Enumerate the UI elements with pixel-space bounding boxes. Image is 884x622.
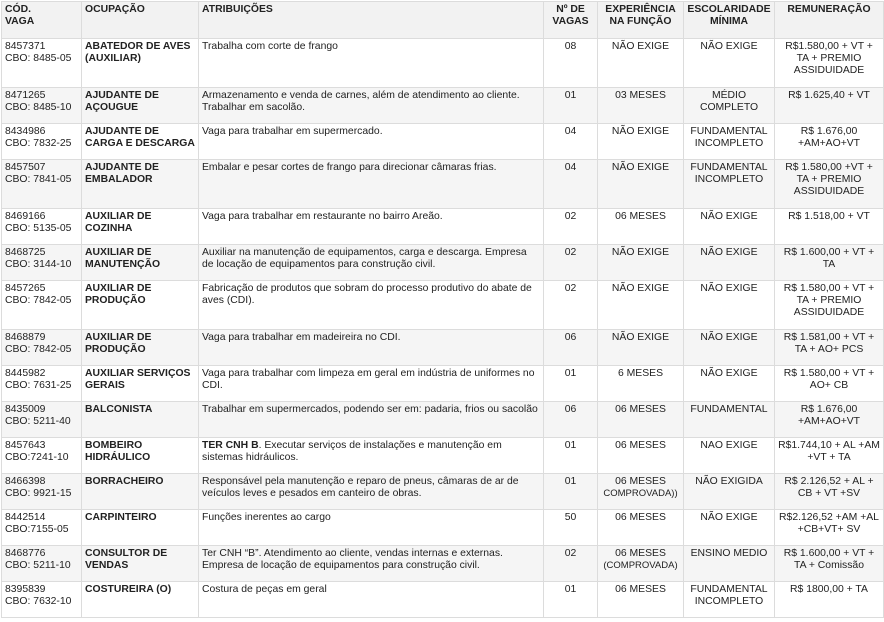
vacancy-code: 8469166: [5, 211, 46, 222]
occupation: BOMBEIRO HIDRÁULICO: [82, 438, 199, 474]
table-row: [2, 88, 884, 124]
duties: [199, 402, 544, 438]
pay: R$ 1.625,40 + VT: [775, 88, 884, 124]
pay: R$2.126,52 +AM +AL +CB+VT+ SV: [775, 510, 884, 546]
duties-text: . Executar serviços de instalações e manutenção em sistemas hidráulicos.: [202, 440, 502, 463]
education: ENSINO MEDIO: [684, 546, 775, 582]
experience-value: 06 MESES: [615, 476, 666, 487]
duties-text: Vaga para trabalhar em madeireira no CDI.: [202, 332, 401, 343]
occupation: COSTUREIRA (O): [82, 582, 199, 618]
experience: [598, 245, 684, 281]
vacancy-code-cell: [2, 582, 82, 618]
experience-value: 06 MESES: [615, 404, 666, 415]
vacancy-code: 8395839: [5, 584, 46, 595]
duties: [199, 124, 544, 160]
table-header-row: [2, 2, 884, 39]
vacancy-code-cell: [2, 510, 82, 546]
cbo-code: CBO: 9921-15: [5, 488, 72, 499]
experience-value: NÃO EXIGE: [611, 41, 670, 52]
experience: [598, 402, 684, 438]
cbo-code: CBO: 7832-25: [5, 138, 72, 149]
vacancy-code-cell: [2, 330, 82, 366]
occupation: AUXILIAR DE COZINHA: [82, 209, 199, 245]
cbo-code: CBO: 7842-05: [5, 295, 72, 306]
pay: R$ 1.580,00 + VT + AO+ CB: [775, 366, 884, 402]
table-row: [2, 366, 884, 402]
experience-value: 06 MESES: [615, 211, 666, 222]
duties-text: Vaga para trabalhar com limpeza em geral em indústria de uniformes no CDI.: [202, 368, 535, 391]
cbo-code: CBO: 8485-05: [5, 53, 72, 64]
vacancy-code-cell: [2, 209, 82, 245]
experience: [598, 474, 684, 510]
table-row: [2, 438, 884, 474]
vacancy-code: 8445982: [5, 368, 46, 379]
experience-value: 03 MESES: [615, 90, 666, 101]
experience-value: NÃO EXIGE: [611, 162, 670, 173]
duties: [199, 245, 544, 281]
duties-text: Costura de peças em geral: [202, 584, 327, 595]
duties: [199, 39, 544, 88]
table-row: [2, 474, 884, 510]
duties: [199, 510, 544, 546]
header-vacancies: Nº DE VAGAS: [544, 2, 598, 39]
experience: [598, 366, 684, 402]
cbo-code: CBO: 8485-10: [5, 102, 72, 113]
experience-value: NÃO EXIGE: [611, 332, 670, 343]
vacancies-count: 04: [544, 160, 598, 209]
cbo-code: CBO: 3144-10: [5, 259, 72, 270]
experience: [598, 281, 684, 330]
experience-value: 6 MESES: [617, 368, 664, 379]
table-row: [2, 546, 884, 582]
occupation: BORRACHEIRO: [82, 474, 199, 510]
cbo-code: CBO: 7842-05: [5, 344, 72, 355]
experience: [598, 546, 684, 582]
duties: [199, 438, 544, 474]
experience-note: (COMPROVADA): [603, 560, 678, 571]
vacancies-table: [1, 1, 884, 618]
pay: R$ 1.580,00 +VT + TA + PREMIO ASSIDUIDADE: [775, 160, 884, 209]
cbo-code: CBO: 7631-25: [5, 380, 72, 391]
vacancies-count: 06: [544, 330, 598, 366]
occupation: AJUDANTE DE AÇOUGUE: [82, 88, 199, 124]
education: NÃO EXIGE: [684, 330, 775, 366]
experience: [598, 438, 684, 474]
header-experience: EXPERIÊNCIA NA FUNÇÃO: [598, 2, 684, 39]
education: NÃO EXIGE: [684, 366, 775, 402]
experience-value: NÃO EXIGE: [611, 247, 670, 258]
experience: [598, 510, 684, 546]
education: NÃO EXIGE: [684, 510, 775, 546]
pay: R$ 1800,00 + TA: [775, 582, 884, 618]
experience-note: COMPROVADA)): [603, 488, 678, 499]
duties: [199, 582, 544, 618]
vacancy-code: 8471265: [5, 90, 46, 101]
duties: [199, 88, 544, 124]
duties: [199, 546, 544, 582]
vacancy-code-cell: [2, 438, 82, 474]
occupation: ABATEDOR DE AVES (AUXILIAR): [82, 39, 199, 88]
table-row: [2, 209, 884, 245]
experience-value: NÃO EXIGE: [611, 283, 670, 294]
header-code: CÓD. VAGA: [2, 2, 82, 39]
duties-text: Vaga para trabalhar em restaurante no bairro Areão.: [202, 211, 443, 222]
header-duties: ATRIBUIÇÕES: [199, 2, 544, 39]
occupation: AJUDANTE DE CARGA E DESCARGA: [82, 124, 199, 160]
education: FUNDAMENTAL INCOMPLETO: [684, 582, 775, 618]
vacancy-code-cell: [2, 88, 82, 124]
table-row: [2, 402, 884, 438]
duties: [199, 209, 544, 245]
experience: [598, 582, 684, 618]
header-education: ESCOLARIDADE MÍNIMA: [684, 2, 775, 39]
cbo-code: CBO: 5211-40: [5, 416, 71, 427]
duties-text: Responsável pela manutenção e reparo de pneus, câmaras de ar de veículos leves e pesados em canteiro de obras.: [202, 476, 519, 499]
duties-text: Fabricação de produtos que sobram do processo produtivo do abate de aves (CDI).: [202, 283, 532, 306]
pay: R$1.580,00 + VT + TA + PREMIO ASSIDUIDADE: [775, 39, 884, 88]
table-row: [2, 281, 884, 330]
experience-value: 06 MESES: [615, 584, 666, 595]
vacancies-count: 01: [544, 366, 598, 402]
vacancy-code: 8466398: [5, 476, 46, 487]
vacancy-code-cell: [2, 402, 82, 438]
occupation: AUXILIAR DE PRODUÇÃO: [82, 281, 199, 330]
vacancies-count: 08: [544, 39, 598, 88]
experience: [598, 330, 684, 366]
duties-bold: TER CNH B: [202, 440, 259, 451]
table-row: [2, 245, 884, 281]
duties-text: Vaga para trabalhar em supermercado.: [202, 126, 383, 137]
education: NÃO EXIGE: [684, 245, 775, 281]
table-row: [2, 510, 884, 546]
pay: R$ 1.600,00 + VT + TA: [775, 245, 884, 281]
table-row: [2, 124, 884, 160]
vacancy-code-cell: [2, 39, 82, 88]
education: NÃO EXIGE: [684, 39, 775, 88]
occupation: AJUDANTE DE EMBALADOR: [82, 160, 199, 209]
pay: R$ 1.580,00 + VT + TA + PREMIO ASSIDUIDADE: [775, 281, 884, 330]
table-row: [2, 582, 884, 618]
education: NÃO EXIGIDA: [684, 474, 775, 510]
vacancy-code: 8442514: [5, 512, 46, 523]
vacancy-code-cell: [2, 474, 82, 510]
vacancies-count: 02: [544, 209, 598, 245]
pay: R$ 2.126,52 + AL + CB + VT +SV: [775, 474, 884, 510]
cbo-code: CBO: 7632-10: [5, 596, 72, 607]
duties-text: Auxiliar na manutenção de equipamentos, carga e descarga. Empresa de locação de equipamentos para construção civil.: [202, 247, 527, 270]
duties-text: Trabalha com corte de frango: [202, 41, 338, 52]
vacancy-code-cell: [2, 546, 82, 582]
vacancy-code: 8457643: [5, 440, 46, 451]
pay: R$1.744,10 + AL +AM +VT + TA: [775, 438, 884, 474]
vacancies-count: 50: [544, 510, 598, 546]
pay: R$ 1.518,00 + VT: [775, 209, 884, 245]
table-row: [2, 330, 884, 366]
vacancies-count: 01: [544, 582, 598, 618]
vacancy-code: 8457507: [5, 162, 46, 173]
duties: [199, 366, 544, 402]
table-row: [2, 160, 884, 209]
vacancy-code-cell: [2, 245, 82, 281]
vacancy-code-cell: [2, 124, 82, 160]
experience: [598, 124, 684, 160]
vacancy-code-cell: [2, 160, 82, 209]
education: FUNDAMENTAL INCOMPLETO: [684, 124, 775, 160]
occupation: BALCONISTA: [82, 402, 199, 438]
header-occupation: OCUPAÇÃO: [82, 2, 199, 39]
experience-value: 06 MESES: [615, 548, 666, 559]
duties: [199, 474, 544, 510]
table-row: [2, 39, 884, 88]
cbo-code: CBO: 5211-10: [5, 560, 71, 571]
duties: [199, 281, 544, 330]
vacancy-code-cell: [2, 366, 82, 402]
vacancy-code: 8468725: [5, 247, 46, 258]
duties: [199, 330, 544, 366]
duties-text: Embalar e pesar cortes de frango para direcionar câmaras frias.: [202, 162, 497, 173]
vacancy-code: 8434986: [5, 126, 46, 137]
education: NÃO EXIGE: [684, 281, 775, 330]
experience: [598, 209, 684, 245]
pay: R$ 1.600,00 + VT + TA + Comissão: [775, 546, 884, 582]
pay: R$ 1.581,00 + VT + TA + AO+ PCS: [775, 330, 884, 366]
vacancy-code: 8435009: [5, 404, 46, 415]
occupation: AUXILIAR DE PRODUÇÃO: [82, 330, 199, 366]
vacancy-code: 8468879: [5, 332, 46, 343]
duties-text: Ter CNH “B”. Atendimento ao cliente, vendas internas e externas. Empresa de locação de equipamentos para construção civil.: [202, 548, 503, 571]
experience-value: 06 MESES: [615, 512, 666, 523]
vacancy-code: 8457371: [5, 41, 46, 52]
vacancies-count: 06: [544, 402, 598, 438]
education: FUNDAMENTAL INCOMPLETO: [684, 160, 775, 209]
education: NÃO EXIGE: [684, 209, 775, 245]
education: NAO EXIGE: [684, 438, 775, 474]
education: MÉDIO COMPLETO: [684, 88, 775, 124]
duties-text: Armazenamento e venda de carnes, além de atendimento ao cliente. Trabalhar em sacolão.: [202, 90, 520, 113]
cbo-code: CBO:7241-10: [5, 452, 69, 463]
occupation: CARPINTEIRO: [82, 510, 199, 546]
duties: [199, 160, 544, 209]
cbo-code: CBO:7155-05: [5, 524, 69, 535]
header-pay: REMUNERAÇÃO: [775, 2, 884, 39]
vacancy-code-cell: [2, 281, 82, 330]
vacancies-count: 02: [544, 546, 598, 582]
occupation: CONSULTOR DE VENDAS: [82, 546, 199, 582]
education: FUNDAMENTAL: [684, 402, 775, 438]
pay: R$ 1.676,00 +AM+AO+VT: [775, 124, 884, 160]
occupation: AUXILIAR SERVIÇOS GERAIS: [82, 366, 199, 402]
duties-text: Funções inerentes ao cargo: [202, 512, 331, 523]
occupation: AUXILIAR DE MANUTENÇÃO: [82, 245, 199, 281]
vacancies-count: 02: [544, 281, 598, 330]
duties-text: Trabalhar em supermercados, podendo ser em: padaria, frios ou sacolão: [202, 404, 538, 415]
vacancy-code: 8468776: [5, 548, 46, 559]
experience: [598, 39, 684, 88]
vacancy-code: 8457265: [5, 283, 46, 294]
pay: R$ 1.676,00 +AM+AO+VT: [775, 402, 884, 438]
cbo-code: CBO: 5135-05: [5, 223, 72, 234]
experience: [598, 160, 684, 209]
vacancies-count: 01: [544, 438, 598, 474]
cbo-code: CBO: 7841-05: [5, 174, 72, 185]
vacancies-count: 01: [544, 474, 598, 510]
vacancies-count: 02: [544, 245, 598, 281]
experience-value: 06 MESES: [615, 440, 666, 451]
experience-value: NÃO EXIGE: [611, 126, 670, 137]
experience: [598, 88, 684, 124]
vacancies-count: 01: [544, 88, 598, 124]
vacancies-count: 04: [544, 124, 598, 160]
